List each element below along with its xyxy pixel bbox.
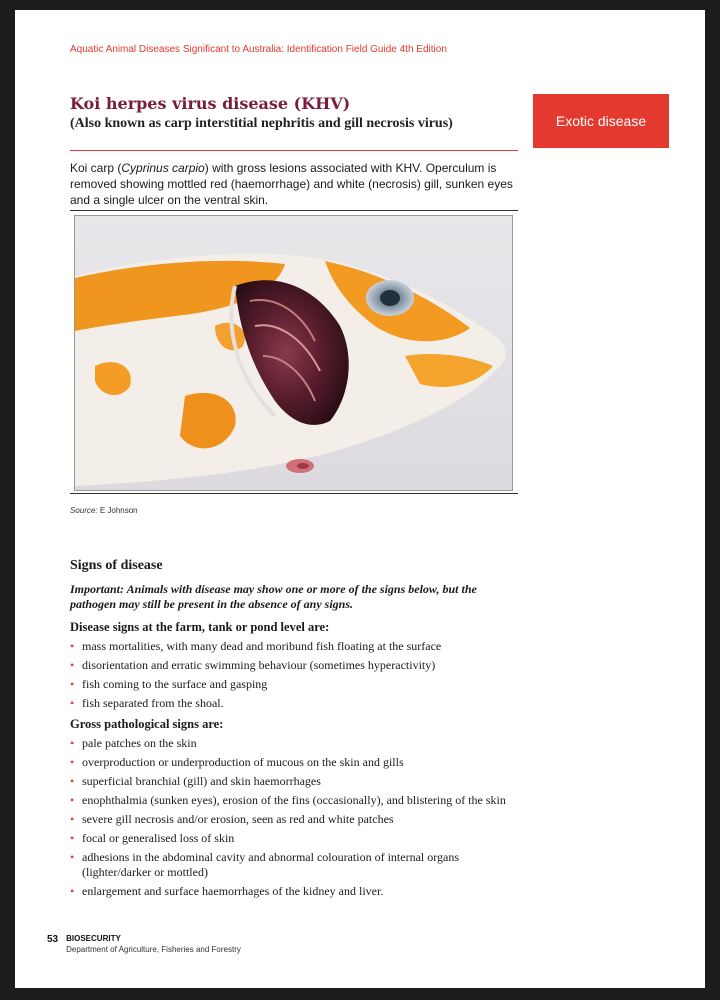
important-note: Important: Animals with disease may show one or more of the signs below, but the pathogen may still be present in the absence of any signs. [70,582,477,611]
page-title: Koi herpes virus disease (KHV) [70,94,351,113]
list-item: • enlargement and surface haemorrhages of the kidney and liver. [70,884,520,899]
list-item: • focal or generalised loss of skin [70,831,520,846]
page-footer [47,934,241,954]
page-subtitle: (Also known as carp interstitial nephritis and gill necrosis virus) [70,116,453,131]
farm-signs-heading: Disease signs at the farm, tank or pond level are: [70,620,330,634]
caption-pre: Koi carp ( [70,161,122,175]
title-divider [70,150,518,151]
photo-divider [70,493,518,494]
source-name: E Johnson [99,506,138,515]
list-item: • mass mortalities, with many dead and moribund fish floating at the surface [70,639,520,654]
list-item: • fish coming to the surface and gasping [70,677,520,692]
gross-signs-heading: Gross pathological signs are: [70,717,224,731]
list-item: • pale patches on the skin [70,736,520,751]
badge-label: Exotic disease [555,113,647,129]
list-item: • fish separated from the shoal. [70,696,520,711]
list-item: • superficial branchial (gill) and skin haemorrhages [70,774,520,789]
running-header: Aquatic Animal Diseases Significant to Australia: Identification Field Guide 4th Edition [70,44,447,55]
section-heading: Signs of disease [70,558,163,573]
document-page [15,10,705,988]
farm-signs-list [70,639,520,711]
photo-caption [70,160,520,208]
signs-of-disease-section [70,558,520,905]
list-item: • severe gill necrosis and/or erosion, seen as red and white patches [70,812,520,827]
list-item: • disorientation and erratic swimming behaviour (sometimes hyperactivity) [70,658,520,673]
list-item: • enophthalmia (sunken eyes), erosion of the fins (occasionally), and blistering of the skin [70,793,520,808]
list-item: • overproduction or underproduction of mucous on the skin and gills [70,755,520,770]
footer-department: Department of Agriculture, Fisheries and Forestry [66,945,241,954]
caption-divider [70,210,518,211]
caption-post: ) with gross lesions associated with KHV. Operculum is removed showing mottled red (haemorrhage) and white (necrosis) gill, sunken eyes and a single ulcer on the ventral skin. [70,161,513,207]
list-item: • adhesions in the abdominal cavity and abnormal colouration of internal organs (lighter/darker or mottled) [70,850,520,880]
exotic-disease-badge [533,94,669,148]
koi-carp-photo [74,215,513,491]
page-number: 53 [47,934,59,945]
caption-species: Cyprinus carpio [121,161,205,175]
footer-org: BIOSECURITY [66,934,121,943]
gross-signs-list [70,736,520,899]
source-label: Source: [70,506,98,515]
photo-source [70,506,138,515]
footer-text [66,934,241,954]
